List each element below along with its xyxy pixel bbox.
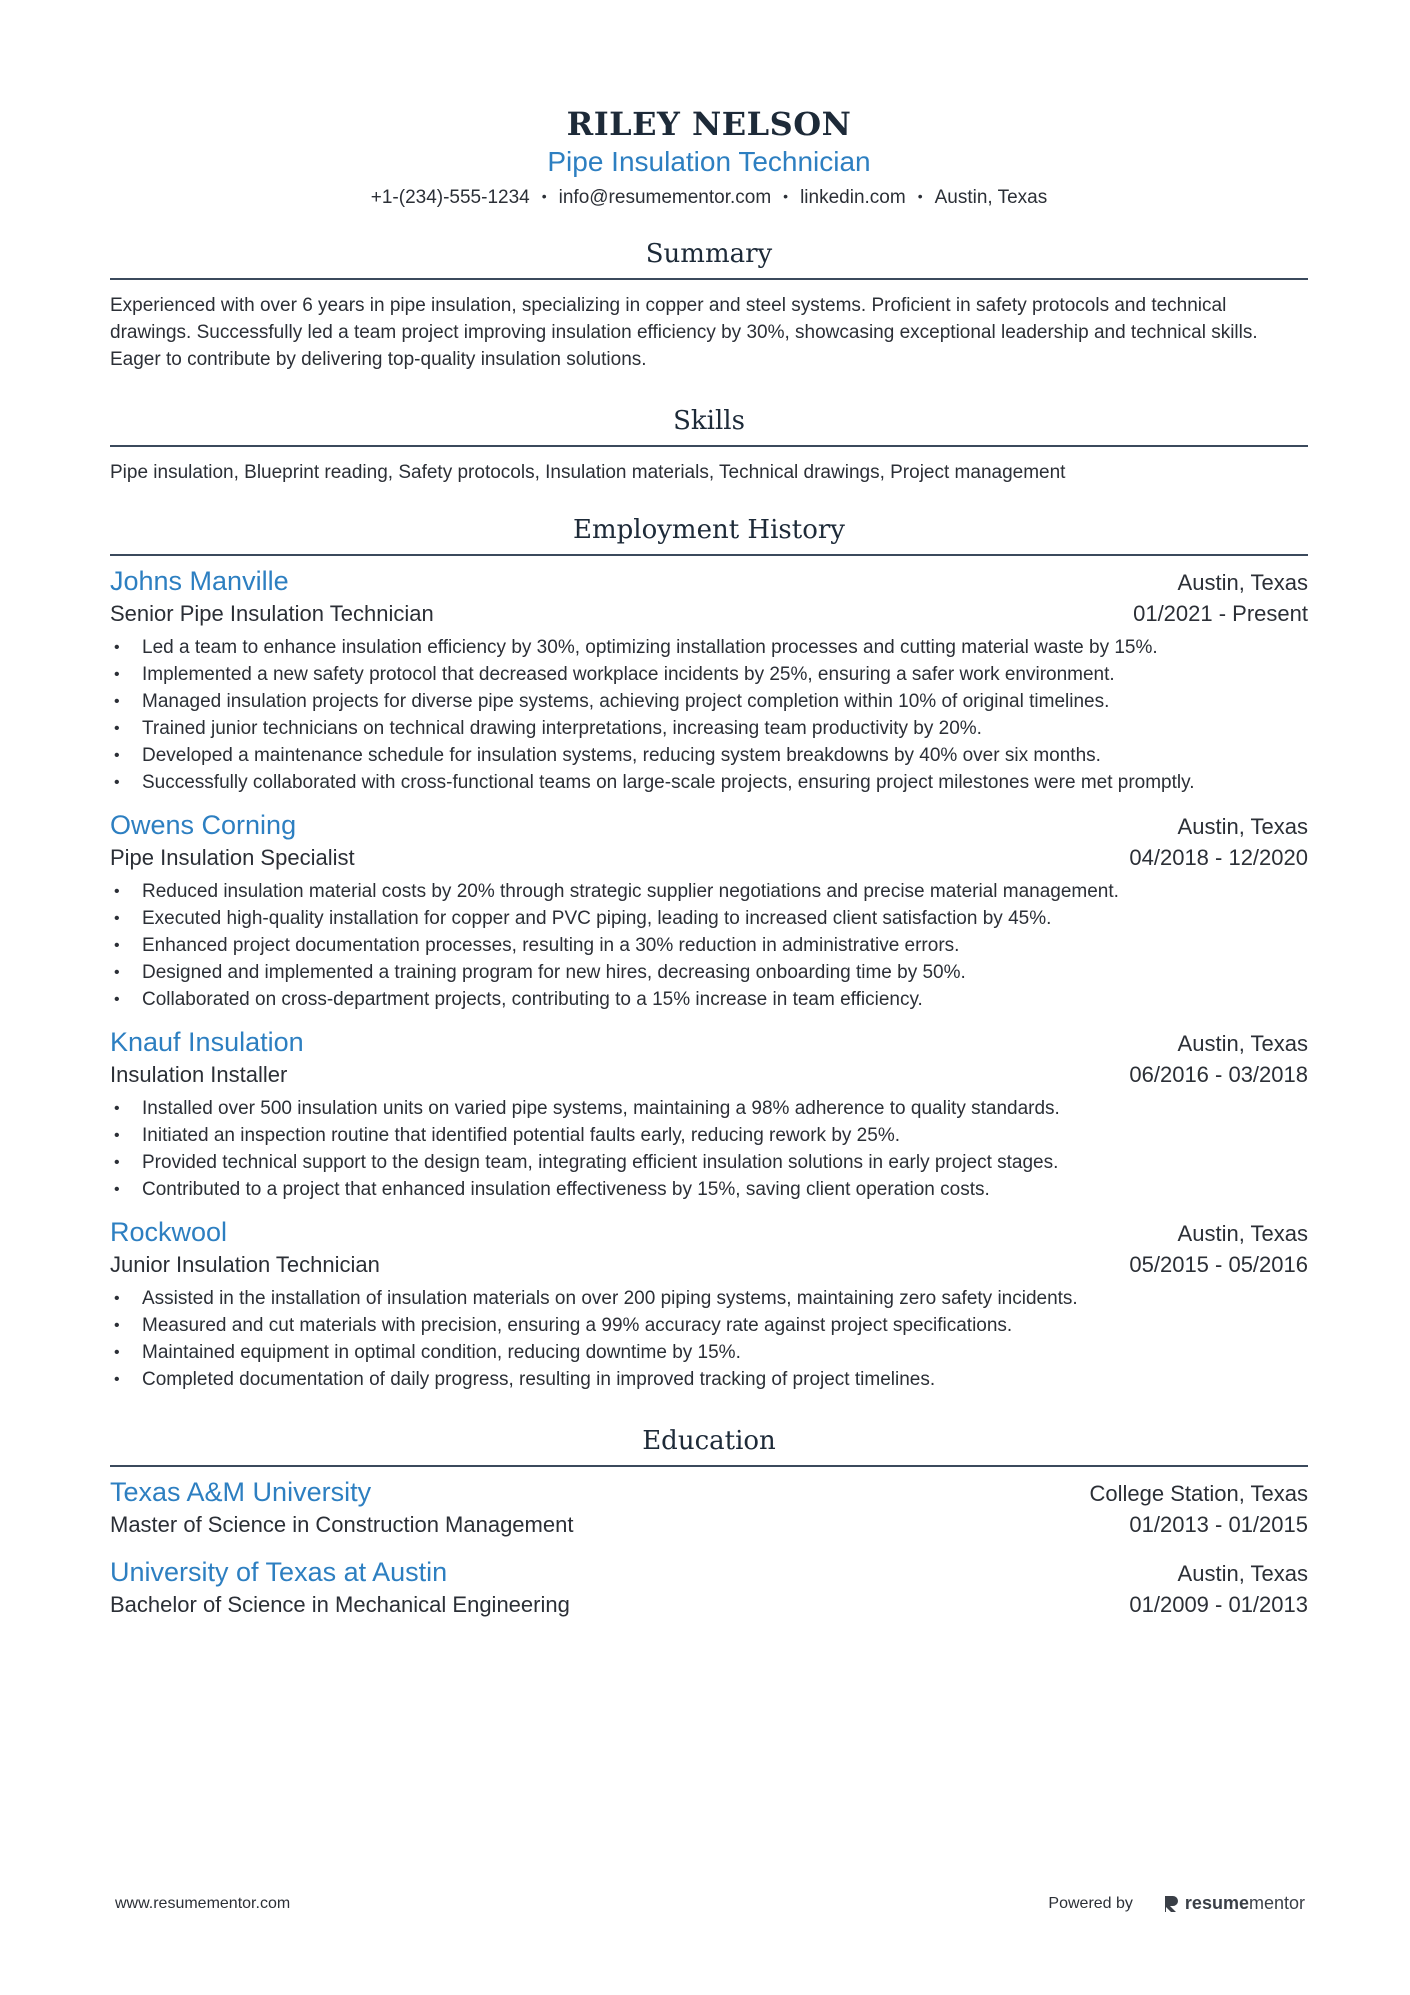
powered-by (1048, 1893, 1305, 1914)
job-dates: 06/2016 - 03/2018 (1129, 1062, 1308, 1087)
powered-by-label: Powered by (1048, 1894, 1133, 1912)
summary-text: Experienced with over 6 years in pipe insulation, specializing in copper and steel systems. Proficient in safety protocols and technical drawings. Successfully led a team project improving insulation efficiency by 30%, showcasing exceptional leadership and technical skills. Eager to contribute by delivering top-quality insulation solutions. (110, 295, 1258, 370)
section-heading: Skills (110, 401, 1308, 447)
job-location: Austin, Texas (1177, 570, 1308, 595)
job-company: Johns Manville (110, 566, 289, 596)
job-company: Rockwool (110, 1217, 228, 1247)
job-bullets (110, 878, 1308, 1013)
bullet-item: • Contributed to a project that enhanced insulation effectiveness by 15%, saving client operation costs. (110, 1176, 1308, 1203)
summary-section (110, 234, 1308, 373)
skills-text: Pipe insulation, Blueprint reading, Safety protocols, Insulation materials, Technical drawings, Project management (110, 462, 1066, 483)
job-dates: 01/2021 - Present (1133, 601, 1308, 626)
page-footer (115, 1893, 1305, 1914)
candidate-title: Pipe Insulation Technician (547, 146, 871, 177)
brand-name-bold: resume (1184, 1893, 1249, 1913)
job-entry (110, 1215, 1308, 1393)
job-location: Austin, Texas (1177, 814, 1308, 839)
school-location: College Station, Texas (1089, 1481, 1308, 1506)
contact-separator: • (917, 188, 923, 204)
brand-logo[interactable] (1163, 1893, 1305, 1914)
contact-phone: +1-(234)-555-1234 (370, 187, 530, 208)
job-location: Austin, Texas (1177, 1031, 1308, 1056)
bullet-item: • Developed a maintenance schedule for insulation systems, reducing system breakdowns by 40% over six months. (110, 742, 1308, 769)
degree-name: Bachelor of Science in Mechanical Engineering (110, 1592, 570, 1617)
section-heading: Summary (110, 234, 1308, 280)
contact-email[interactable]: info@resumementor.com (558, 187, 772, 208)
section-heading: Employment History (110, 510, 1308, 556)
bullet-item: • Designed and implemented a training program for new hires, decreasing onboarding time by 50%. (110, 959, 1308, 986)
bullet-item: • Initiated an inspection routine that identified potential faults early, reducing rework by 25%. (110, 1122, 1308, 1149)
bullet-item: • Executed high-quality installation for copper and PVC piping, leading to increased client satisfaction by 45%. (110, 905, 1308, 932)
brand-name-light: mentor (1248, 1893, 1305, 1913)
bullet-item: • Installed over 500 insulation units on varied pipe systems, maintaining a 98% adherence to quality standards. (110, 1095, 1308, 1122)
job-entry (110, 564, 1308, 796)
bullet-item: • Measured and cut materials with precision, ensuring a 99% accuracy rate against project specifications. (110, 1312, 1308, 1339)
school-location: Austin, Texas (1177, 1561, 1308, 1586)
job-company: Knauf Insulation (110, 1027, 304, 1057)
school-name: Texas A&M University (110, 1477, 372, 1507)
contact-linkedin[interactable]: linkedin.com (800, 187, 906, 208)
bullet-item: • Provided technical support to the design team, integrating efficient insulation solutions in early project stages. (110, 1149, 1308, 1176)
job-bullets (110, 1285, 1308, 1393)
education-section (110, 1421, 1308, 1621)
job-dates: 05/2015 - 05/2016 (1129, 1252, 1308, 1277)
education-entry (110, 1555, 1308, 1621)
job-bullets (110, 634, 1308, 796)
job-dates: 04/2018 - 12/2020 (1129, 845, 1308, 870)
employment-section (110, 510, 1308, 1393)
bullet-item: • Enhanced project documentation processes, resulting in a 30% reduction in administrative errors. (110, 932, 1308, 959)
job-role: Senior Pipe Insulation Technician (110, 601, 434, 626)
job-location: Austin, Texas (1177, 1221, 1308, 1246)
education-entry (110, 1475, 1308, 1541)
job-role: Pipe Insulation Specialist (110, 845, 355, 870)
contact-location: Austin, Texas (934, 187, 1048, 208)
job-company: Owens Corning (110, 810, 297, 840)
bullet-item: • Maintained equipment in optimal condition, reducing downtime by 15%. (110, 1339, 1308, 1366)
bullet-item: • Managed insulation projects for diverse pipe systems, achieving project completion within 10% of original timelines. (110, 688, 1308, 715)
job-entry (110, 808, 1308, 1013)
bullet-item: • Assisted in the installation of insulation materials on over 200 piping systems, maintaining zero safety incidents. (110, 1285, 1308, 1312)
contact-line (110, 182, 1308, 212)
education-dates: 01/2013 - 01/2015 (1129, 1512, 1308, 1537)
degree-name: Master of Science in Construction Management (110, 1512, 574, 1537)
bullet-item: • Trained junior technicians on technical drawing interpretations, increasing team productivity by 20%. (110, 715, 1308, 742)
bullet-item: • Successfully collaborated with cross-functional teams on large-scale projects, ensuring project milestones were met promptly. (110, 769, 1308, 796)
bullet-item: • Completed documentation of daily progress, resulting in improved tracking of project timelines. (110, 1366, 1308, 1393)
footer-website[interactable]: www.resumementor.com (115, 1894, 291, 1912)
resume-page (110, 0, 1308, 1621)
resume-header (110, 0, 1308, 212)
bullet-item: • Reduced insulation material costs by 20% through strategic supplier negotiations and precise material management. (110, 878, 1308, 905)
bullet-item: • Implemented a new safety protocol that decreased workplace incidents by 25%, ensuring a safer work environment. (110, 661, 1308, 688)
job-entry (110, 1025, 1308, 1203)
education-dates: 01/2009 - 01/2013 (1129, 1592, 1308, 1617)
candidate-name: RILEY NELSON (566, 105, 852, 143)
bullet-item: • Collaborated on cross-department projects, contributing to a 15% increase in team efficiency. (110, 986, 1308, 1013)
job-role: Junior Insulation Technician (110, 1252, 380, 1277)
school-name: University of Texas at Austin (110, 1557, 448, 1587)
resumementor-logo-icon (1163, 1894, 1179, 1914)
job-bullets (110, 1095, 1308, 1203)
skills-section (110, 401, 1308, 486)
section-heading: Education (110, 1421, 1308, 1467)
job-role: Insulation Installer (110, 1062, 288, 1087)
contact-separator: • (783, 188, 789, 204)
contact-separator: • (541, 188, 547, 204)
bullet-item: • Led a team to enhance insulation efficiency by 30%, optimizing installation processes and cutting material waste by 15%. (110, 634, 1308, 661)
